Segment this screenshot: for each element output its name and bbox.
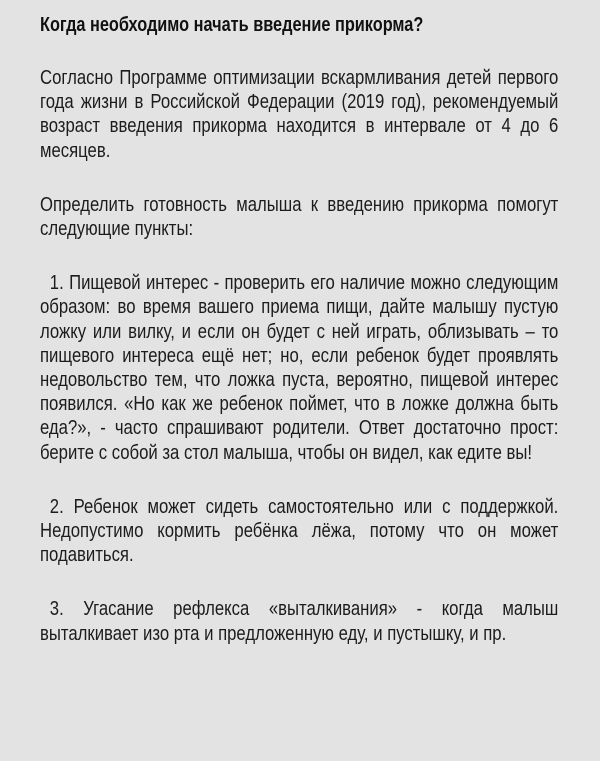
intro-paragraph: Согласно Программе оптимизации вскармливания детей первого года жизни в Российской Федерации (2019 год), рекомендуемый возраст введения прикорма находится в интервале от 4 до 6 месяцев. xyxy=(40,66,559,162)
readiness-paragraph: Определить готовность малыша к введению прикорма помогут следующие пункты: xyxy=(40,192,559,241)
article-title: Когда необходимо начать введение прикорма? xyxy=(40,14,424,36)
list-item: 2. Ребенок может сидеть самостоятельно или с поддержкой. Недопустимо кормить ребёнка лёжа, потому что он может подавиться. xyxy=(40,494,559,567)
article xyxy=(40,12,558,676)
list-item: 1. Пищевой интерес - проверить его наличие можно следующим образом: во время вашего приема пищи, дайте малышу пустую ложку или вилку, и если он будет с ней играть, облизывать – то пищевого интереса ещё нет; но, если ребенок будет проявлять недовольство тем, что ложка пуста, вероятно, пищевой интерес появился. «Но как же ребенок поймет, что в ложке должна быть еда?», - часто спрашивают родители. Ответ достаточно прост: берите с собой за стол малыша, чтобы он видел, как едите вы! xyxy=(40,271,559,464)
list-item: 3. Угасание рефлекса «выталкивания» - когда малыш выталкивает изо рта и предложенную еду, и пустышку, и пр. xyxy=(40,597,559,645)
